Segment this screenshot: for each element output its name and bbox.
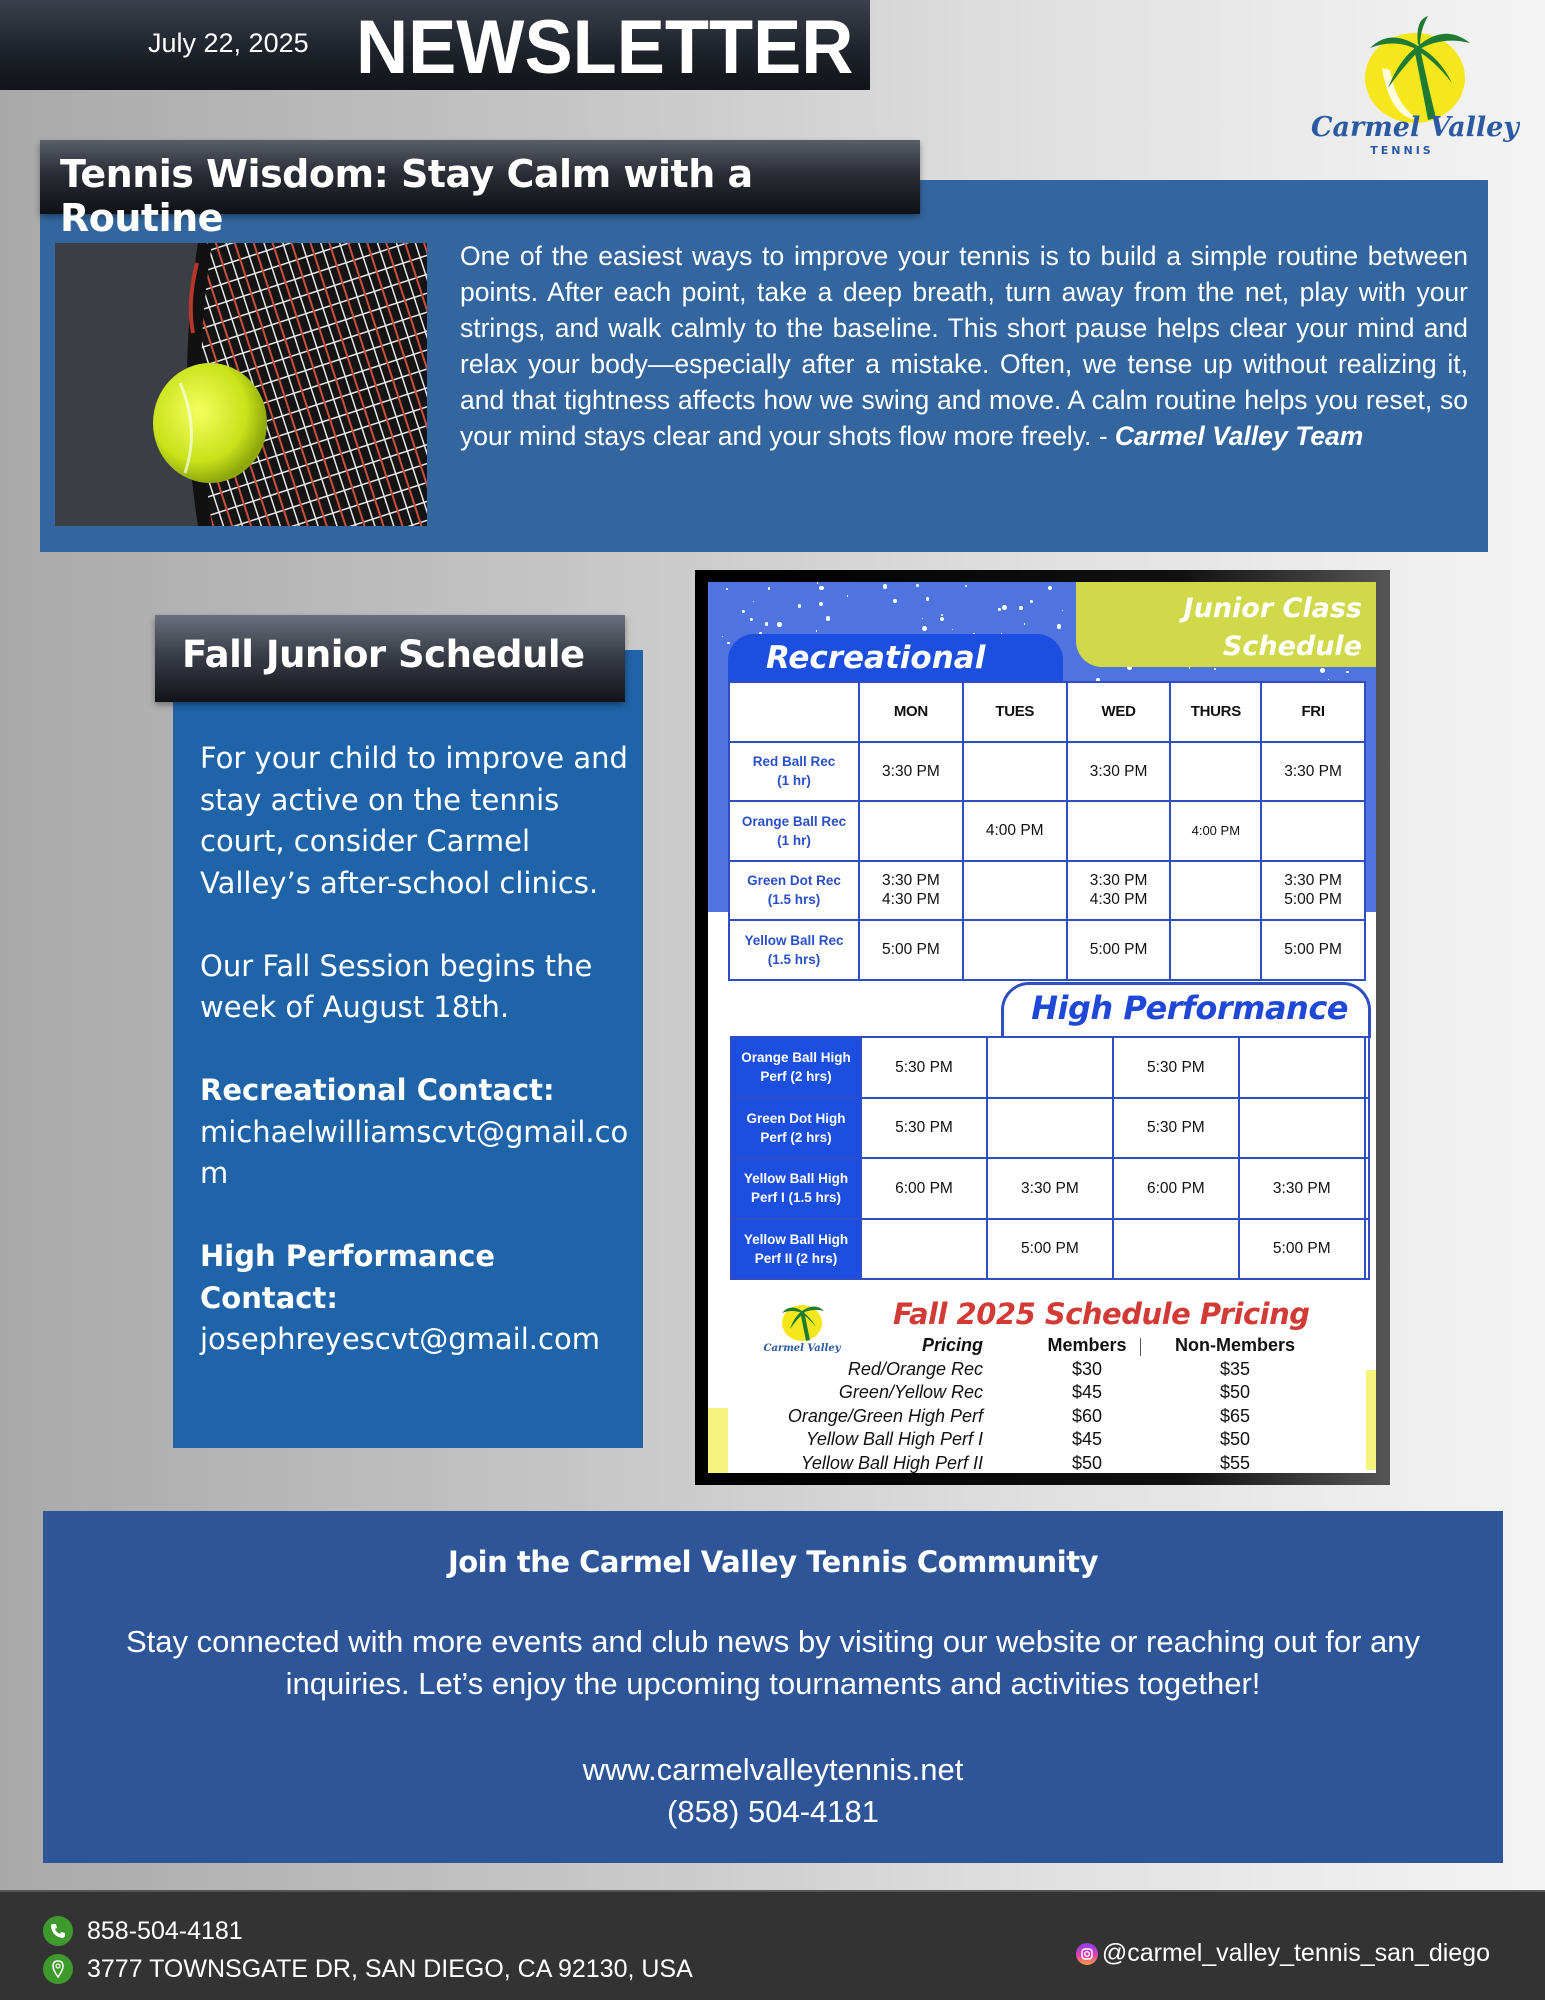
time-cell <box>963 861 1067 921</box>
pricing-program: Green/Yellow Rec <box>838 1382 983 1403</box>
pricing-non-members: $50 <box>1219 1429 1251 1450</box>
pricing-non-members: $50 <box>1219 1382 1251 1403</box>
website-link[interactable]: www.carmelvalleytennis.net <box>582 1752 964 1787</box>
pricing-program: Red/Orange Rec <box>847 1358 983 1379</box>
banner-line-1: Junior Class <box>1183 593 1362 624</box>
time-cell: 5:00 PM <box>1261 920 1365 980</box>
pricing-row <box>728 1358 1348 1382</box>
speckle-decoration <box>1002 605 1007 610</box>
class-label: Yellow Ball High Perf II (2 hrs) <box>731 1219 861 1280</box>
speckle-decoration <box>965 585 967 587</box>
class-label: Yellow Ball High Perf I (1.5 hrs) <box>731 1158 861 1219</box>
time-cell <box>1170 742 1261 802</box>
footer-address <box>43 1954 693 1984</box>
time-cell: 3:30 PM <box>1239 1158 1365 1219</box>
time-cell <box>963 920 1067 980</box>
instagram-icon <box>1076 1943 1098 1965</box>
recreational-contact-email[interactable]: michaelwilliamscvt@gmail.com <box>200 1114 629 1190</box>
pricing-row <box>728 1381 1348 1405</box>
time-cell: 6:00 PM <box>1113 1158 1239 1219</box>
speckle-decoration <box>742 610 745 613</box>
table-row <box>729 742 1365 802</box>
newsletter-header <box>0 0 870 90</box>
pricing-members: $30 <box>1071 1358 1103 1379</box>
speckle-decoration <box>922 618 923 619</box>
speckle-decoration <box>893 599 897 603</box>
logo-wordmark: Carmel Valley <box>1311 112 1519 143</box>
time-cell <box>1067 801 1171 861</box>
table-header-row <box>729 682 1365 742</box>
class-label: Orange Ball High Perf (2 hrs) <box>731 1037 861 1098</box>
time-cell: 5:30 PM <box>1113 1098 1239 1159</box>
time-cell: 5:00 PM <box>859 920 963 980</box>
speckle-decoration <box>722 636 723 637</box>
community-contact <box>43 1749 1503 1833</box>
time-cell <box>987 1037 1113 1098</box>
fall-junior-schedule-content <box>200 738 630 1402</box>
junior-class-schedule-banner <box>1076 582 1376 667</box>
time-cell: 3:30 PM 4:30 PM <box>1067 861 1171 921</box>
speckle-decoration <box>826 616 830 620</box>
community-title: Join the Carmel Valley Tennis Community <box>447 1545 1099 1579</box>
footer-address-text: 3777 TOWNSGATE DR, SAN DIEGO, CA 92130, USA <box>87 1954 693 1983</box>
table-header-day: FRI <box>1261 682 1365 742</box>
class-label: Green Dot Rec (1.5 hrs) <box>729 861 859 921</box>
footer <box>0 1890 1545 2000</box>
recreational-schedule-table <box>728 681 1366 981</box>
speckle-decoration <box>1048 586 1053 591</box>
table-header-empty <box>729 682 859 742</box>
speckle-decoration <box>926 597 929 600</box>
footer-phone-text: 858-504-4181 <box>87 1916 243 1945</box>
speckle-decoration <box>727 642 729 644</box>
decorative-yellow-strip <box>708 1408 728 1473</box>
time-cell <box>861 1219 987 1280</box>
table-row <box>729 801 1365 861</box>
carmel-valley-logo <box>1310 8 1520 158</box>
speckle-decoration <box>940 617 944 621</box>
pricing-header-row <box>728 1334 1348 1358</box>
time-cell: 4:00 PM <box>963 801 1067 861</box>
speckle-decoration <box>922 626 927 631</box>
speckle-decoration <box>768 587 771 590</box>
time-cell: 5:30 PM <box>861 1037 987 1098</box>
speckle-decoration <box>750 618 753 621</box>
class-label: Orange Ball Rec (1 hr) <box>729 801 859 861</box>
pricing-members: $45 <box>1071 1429 1103 1450</box>
pricing-header: Members <box>1047 1335 1127 1356</box>
time-cell: 5:30 PM <box>1113 1037 1239 1098</box>
palm-tree-logo-icon <box>1310 8 1520 158</box>
pricing-header: Pricing <box>921 1335 983 1356</box>
time-cell <box>1365 1037 1369 1098</box>
speckle-decoration <box>753 601 754 602</box>
pricing-program: Yellow Ball High Perf I <box>805 1429 983 1450</box>
speckle-decoration <box>1320 668 1325 673</box>
pricing-row <box>728 1405 1348 1429</box>
speckle-decoration <box>819 602 823 606</box>
speckle-decoration <box>1189 667 1191 669</box>
footer-instagram[interactable] <box>1076 1939 1490 1968</box>
speckle-decoration <box>1024 623 1025 624</box>
newsletter-title: NEWSLETTER <box>356 5 854 90</box>
table-row <box>729 861 1365 921</box>
time-cell: 5:00 PM <box>1239 1219 1365 1280</box>
pricing-non-members: $65 <box>1219 1405 1251 1426</box>
table-row <box>731 1158 1369 1219</box>
high-performance-contact-label: High Performance Contact: <box>200 1239 496 1315</box>
speckle-decoration <box>817 582 819 584</box>
class-label: Red Ball Rec (1 hr) <box>729 742 859 802</box>
time-cell: 4:00 PM <box>1170 801 1261 861</box>
time-cell: 5:00 PM <box>987 1219 1113 1280</box>
recreational-tab-label: Recreational <box>728 634 1063 684</box>
instagram-handle: @carmel_valley_tennis_san_diego <box>1101 1939 1490 1967</box>
time-cell: 6:00 PM <box>861 1158 987 1219</box>
high-performance-tab-label: High Performance <box>1001 982 1371 1038</box>
time-cell: 3:30 PM <box>987 1158 1113 1219</box>
table-row <box>729 920 1365 980</box>
speckle-decoration <box>952 629 953 630</box>
speckle-decoration <box>1057 624 1062 629</box>
time-cell: 3:30 PM <box>859 742 963 802</box>
pricing-non-members: $35 <box>1219 1358 1251 1379</box>
time-cell: 3:30 PM 5:00 PM <box>1261 861 1365 921</box>
tennis-ball-racket-image <box>55 243 427 526</box>
tennis-wisdom-title: Tennis Wisdom: Stay Calm with a Routine <box>60 152 753 240</box>
location-pin-icon <box>43 1954 73 1984</box>
pricing-title: Fall 2025 Schedule Pricing <box>893 1297 1310 1331</box>
banner-line-2: Schedule <box>1222 631 1362 662</box>
time-cell <box>1365 1219 1369 1280</box>
time-cell <box>1239 1037 1365 1098</box>
fall-junior-schedule-title-bar <box>155 615 625 702</box>
time-cell: 3:30 PM <box>1261 742 1365 802</box>
table-header-day: THURS <box>1170 682 1261 742</box>
speckle-decoration <box>816 630 817 631</box>
pricing-members: $60 <box>1071 1405 1103 1426</box>
time-cell <box>987 1098 1113 1159</box>
decorative-yellow-strip <box>1366 1370 1376 1470</box>
high-performance-contact-email[interactable]: josephreyescvt@gmail.com <box>200 1322 600 1356</box>
pricing-table <box>728 1334 1348 1473</box>
table-header-day: WED <box>1067 682 1171 742</box>
time-cell <box>963 742 1067 802</box>
time-cell: 5:00 PM <box>1067 920 1171 980</box>
phone-icon <box>43 1916 73 1946</box>
speckle-decoration <box>998 608 1001 611</box>
time-cell <box>1239 1098 1365 1159</box>
fall-intro-text: For your child to improve and stay active on the tennis court, consider Carmel Valley’s after-school clinics. <box>200 741 628 900</box>
logo-subtitle: TENNIS <box>1370 144 1434 157</box>
table-row <box>731 1037 1369 1098</box>
table-header-day: MON <box>859 682 963 742</box>
pricing-row <box>728 1428 1348 1452</box>
tennis-wisdom-body <box>460 238 1468 454</box>
pricing-non-members: $55 <box>1219 1452 1251 1473</box>
pricing-members: $45 <box>1071 1382 1103 1403</box>
table-row <box>731 1098 1369 1159</box>
time-cell <box>1113 1219 1239 1280</box>
fall-session-text: Our Fall Session begins the week of August 18th. <box>200 948 593 1024</box>
time-cell <box>1365 1098 1369 1159</box>
pricing-program: Yellow Ball High Perf II <box>800 1452 983 1473</box>
table-header-day: TUES <box>963 682 1067 742</box>
tennis-wisdom-title-bar <box>40 140 920 240</box>
junior-class-schedule-image <box>695 570 1390 1485</box>
pricing-header: Non-Members <box>1174 1335 1295 1356</box>
speckle-decoration <box>1214 668 1216 670</box>
pricing-row <box>728 1452 1348 1474</box>
time-cell <box>1365 1158 1369 1219</box>
speckle-decoration <box>847 595 848 596</box>
class-label: Green Dot High Perf (2 hrs) <box>731 1098 861 1159</box>
speckle-decoration <box>916 584 919 587</box>
speckle-decoration <box>1062 610 1063 611</box>
speckle-decoration <box>819 586 823 590</box>
pricing-members: $50 <box>1071 1452 1103 1473</box>
speckle-decoration <box>798 604 802 608</box>
tennis-wisdom-signature: Carmel Valley Team <box>1114 421 1364 451</box>
time-cell: 3:30 PM <box>1067 742 1171 802</box>
tennis-wisdom-text: One of the easiest ways to improve your tennis is to build a simple routine between points. After each point, take a deep breath, turn away from the net, play with your strings, and walk calmly to the baseline. This short pause helps clear your mind and relax your body—especially after a mistake. Often, we tense up without realizing it, and that tightness affects how we swing and move. A calm routine helps you reset, so your mind stays clear and your shots flow more freely. - <box>460 241 1468 451</box>
time-cell <box>1170 920 1261 980</box>
speckle-decoration <box>1346 671 1349 674</box>
recreational-contact-label: Recreational Contact: <box>200 1073 555 1107</box>
time-cell <box>1261 801 1365 861</box>
speckle-decoration <box>1019 606 1024 611</box>
class-label: Yellow Ball Rec (1.5 hrs) <box>729 920 859 980</box>
speckle-decoration <box>765 622 768 625</box>
speckle-decoration <box>726 588 728 590</box>
tennis-ball-racket-photo <box>55 243 427 526</box>
footer-phone[interactable] <box>43 1916 243 1946</box>
time-cell <box>1170 861 1261 921</box>
table-row <box>731 1219 1369 1280</box>
high-performance-schedule-table <box>730 1036 1370 1280</box>
time-cell: 3:30 PM 4:30 PM <box>859 861 963 921</box>
time-cell: 5:30 PM <box>861 1098 987 1159</box>
time-cell <box>859 801 963 861</box>
speckle-decoration <box>1328 679 1329 680</box>
newsletter-date: July 22, 2025 <box>148 28 309 58</box>
speckle-decoration <box>777 622 782 627</box>
fall-junior-schedule-title: Fall Junior Schedule <box>182 633 585 676</box>
community-phone[interactable]: (858) 504-4181 <box>667 1794 879 1829</box>
speckle-decoration <box>883 584 888 589</box>
svg-text:Carmel Valley: Carmel Valley <box>763 1343 841 1354</box>
speckle-decoration <box>1030 600 1033 603</box>
community-section <box>43 1511 1503 1863</box>
speckle-decoration <box>941 614 943 616</box>
pricing-program: Orange/Green High Perf <box>787 1405 983 1426</box>
community-body: Stay connected with more events and club news by visiting our website or reaching out for any inquiries. Let’s enjoy the upcoming tournaments and activities together! <box>125 1624 1421 1701</box>
